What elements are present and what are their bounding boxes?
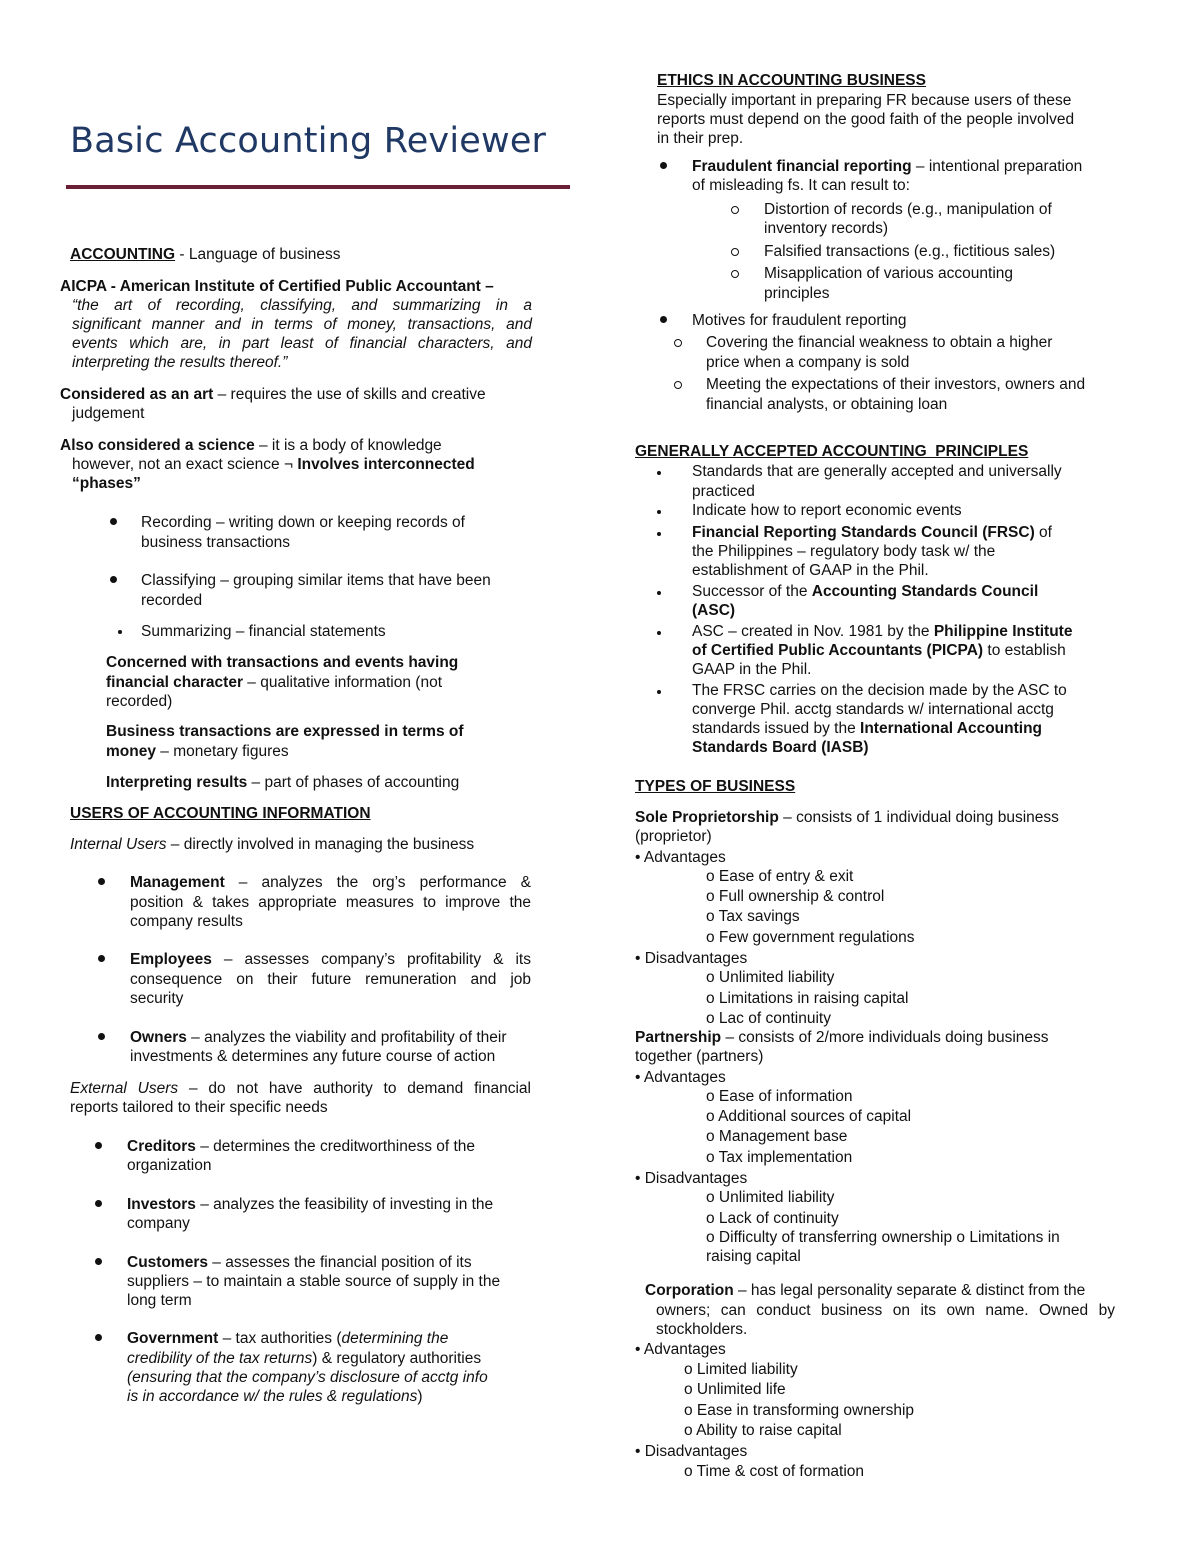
list-item-cont: financial analysts, or obtaining loan xyxy=(706,396,948,413)
disadvantages-label: • Disadvantages xyxy=(635,1170,748,1187)
list-item-cont: principles xyxy=(764,285,830,302)
list-item-cont: is in accordance w/ the rules & regulations) xyxy=(127,1388,423,1405)
sole-definition-cont: (proprietor) xyxy=(635,828,712,845)
list-item-cont: standards issued by the International Accounting xyxy=(692,720,1043,737)
list-item-cont: practiced xyxy=(692,483,755,500)
list-item: Distortion of records (e.g., manipulation of xyxy=(764,201,1052,218)
list-item-cont: Standards Board (IASB) xyxy=(692,739,869,756)
advantages-label: • Advantages xyxy=(635,1069,726,1086)
list-item: o Management base xyxy=(706,1128,848,1145)
bullet-icon xyxy=(660,316,667,323)
list-item: Recording – writing down or keeping records of xyxy=(141,514,465,531)
list-item: Employees – assesses company’s profitability & its xyxy=(130,951,531,968)
disadvantages-label: • Disadvantages xyxy=(635,1443,748,1460)
list-item: Meeting the expectations of their investors, owners and xyxy=(706,376,1086,393)
list-item-cont: price when a company is sold xyxy=(706,354,910,371)
list-item: Classifying – grouping similar items that have been xyxy=(141,572,491,589)
disadvantages-label: • Disadvantages xyxy=(635,950,748,967)
corporation-definition-cont: stockholders. xyxy=(656,1321,748,1338)
aicpa-quote-line: interpreting the results thereof.” xyxy=(72,354,288,371)
list-item: Creditors – determines the creditworthiness of the xyxy=(127,1138,476,1155)
science-definition: Also considered a science – it is a body of knowledge xyxy=(60,437,442,454)
list-item: o Limited liability xyxy=(684,1361,798,1378)
science-phases: “phases” xyxy=(72,475,141,492)
list-item-cont: long term xyxy=(127,1292,192,1309)
list-item-cont: organization xyxy=(127,1157,212,1174)
sole-definition: Sole Proprietorship – consists of 1 individual doing business xyxy=(635,809,1059,826)
aicpa-quote-line: significant manner and in terms of money, transactions, and xyxy=(72,316,532,333)
concerned-label: Concerned with transactions and events having xyxy=(106,654,459,671)
list-item-cont: raising capital xyxy=(706,1248,801,1265)
list-item: o Limitations in raising capital xyxy=(706,990,909,1007)
concerned-text: financial character – qualitative information (not xyxy=(106,674,443,691)
aicpa-quote-line: events which are, in part least of financial characters, and xyxy=(72,335,532,352)
partnership-definition: Partnership – consists of 2/more individuals doing business xyxy=(635,1029,1049,1046)
list-item: o Ease of entry & exit xyxy=(706,868,854,885)
list-item: ASC – created in Nov. 1981 by the Philippine Institute xyxy=(692,623,1073,640)
aicpa-quote-line: “the art of recording, classifying, and summarizing in a xyxy=(72,297,532,314)
circle-bullet-icon xyxy=(731,248,739,256)
circle-bullet-icon xyxy=(731,206,739,214)
bullet-icon xyxy=(657,510,661,514)
corporation-definition: Corporation – has legal personality separate & distinct from the xyxy=(645,1282,1086,1299)
list-item-cont: the Philippines – regulatory body task w/ the xyxy=(692,543,996,560)
ethics-heading: ETHICS IN ACCOUNTING BUSINESS xyxy=(657,72,926,89)
art-definition: Considered as an art – requires the use of skills and creative xyxy=(60,386,486,403)
list-item: o Unlimited liability xyxy=(706,1189,835,1206)
list-item: o Additional sources of capital xyxy=(706,1108,912,1125)
list-item: o Time & cost of formation xyxy=(684,1463,865,1480)
list-item-cont: credibility of the tax returns) & regulatory authorities xyxy=(127,1350,482,1367)
bullet-icon xyxy=(98,955,105,962)
list-item: o Ease of information xyxy=(706,1088,853,1105)
advantages-label: • Advantages xyxy=(635,1341,726,1358)
concerned-text-cont: recorded) xyxy=(106,693,173,710)
accounting-heading: ACCOUNTING xyxy=(70,246,176,263)
bullet-icon xyxy=(95,1200,102,1207)
list-item: Customers – assesses the financial position of its xyxy=(127,1254,472,1271)
interpreting-text: Interpreting results – part of phases of accounting xyxy=(106,774,460,791)
list-item: o Tax implementation xyxy=(706,1149,853,1166)
ethics-text: in their prep. xyxy=(657,130,744,147)
bullet-icon xyxy=(118,630,122,634)
bullet-icon xyxy=(657,690,661,694)
circle-bullet-icon xyxy=(674,339,682,347)
list-item: Investors – analyzes the feasibility of investing in the xyxy=(127,1196,494,1213)
list-item-cont: business transactions xyxy=(141,534,291,551)
circle-bullet-icon xyxy=(674,381,682,389)
list-item-cont: (ensuring that the company’s disclosure of acctg info xyxy=(127,1369,488,1386)
list-item: Motives for fraudulent reporting xyxy=(692,312,907,329)
aicpa-label: AICPA - American Institute of Certified Public Accountant – xyxy=(60,278,494,295)
list-item-cont: (ASC) xyxy=(692,602,736,619)
list-item: Financial Reporting Standards Council (FRSC) of xyxy=(692,524,1052,541)
ethics-text: reports must depend on the good faith of the people involved xyxy=(657,111,1075,128)
list-item-cont: investments & determines any future course of action xyxy=(130,1048,496,1065)
bullet-icon xyxy=(657,631,661,635)
list-item-cont: company xyxy=(127,1215,190,1232)
list-item: o Difficulty of transferring ownership o Limitations in xyxy=(706,1229,1060,1246)
list-item: o Ease in transforming ownership xyxy=(684,1402,915,1419)
bullet-icon xyxy=(657,471,661,475)
users-heading: USERS OF ACCOUNTING INFORMATION xyxy=(70,805,371,822)
list-item: Successor of the Accounting Standards Council xyxy=(692,583,1039,600)
list-item: Summarizing – financial statements xyxy=(141,623,386,640)
list-item: Covering the financial weakness to obtain a higher xyxy=(706,334,1053,351)
list-item: Owners – analyzes the viability and profitability of their xyxy=(130,1029,507,1046)
list-item: o Lac of continuity xyxy=(706,1010,831,1027)
list-item: o Full ownership & control xyxy=(706,888,885,905)
title-divider xyxy=(66,185,570,189)
business-text: money – monetary figures xyxy=(106,743,289,760)
bullet-icon xyxy=(657,532,661,536)
circle-bullet-icon xyxy=(731,270,739,278)
list-item-cont: consequence on their future remuneration and job xyxy=(130,971,531,988)
bullet-icon xyxy=(110,576,117,583)
list-item: Indicate how to report economic events xyxy=(692,502,962,519)
list-item-cont: position & takes appropriate measures to improve the xyxy=(130,894,531,911)
list-item: o Ability to raise capital xyxy=(684,1422,842,1439)
bullet-icon xyxy=(95,1142,102,1149)
list-item: Misapplication of various accounting xyxy=(764,265,1013,282)
page-title: Basic Accounting Reviewer xyxy=(70,121,547,161)
list-item-cont: suppliers – to maintain a stable source of supply in the xyxy=(127,1273,501,1290)
external-users-def: External Users – do not have authority to demand financial xyxy=(70,1080,531,1097)
list-item: Fraudulent financial reporting – intentional preparation xyxy=(692,158,1083,175)
list-item-cont: company results xyxy=(130,913,243,930)
corporation-definition-cont: owners; can conduct business on its own name. Owned by xyxy=(656,1302,1115,1319)
bullet-icon xyxy=(95,1258,102,1265)
list-item-cont: security xyxy=(130,990,184,1007)
list-item-cont: of Certified Public Accountants (PICPA) to establish xyxy=(692,642,1066,659)
bullet-icon xyxy=(657,591,661,595)
external-users-def-cont: reports tailored to their specific needs xyxy=(70,1099,328,1116)
list-item: Management – analyzes the org’s performance & xyxy=(130,874,531,891)
list-item: Standards that are generally accepted and universally xyxy=(692,463,1062,480)
bullet-icon xyxy=(110,518,117,525)
science-definition-cont: however, not an exact science ¬ Involves interconnected xyxy=(72,456,475,473)
list-item-cont: inventory records) xyxy=(764,220,889,237)
gaap-heading: GENERALLY ACCEPTED ACCOUNTING PRINCIPLES xyxy=(635,443,1029,460)
bullet-icon xyxy=(660,162,667,169)
list-item: The FRSC carries on the decision made by the ASC to xyxy=(692,682,1067,699)
list-item-cont: GAAP in the Phil. xyxy=(692,661,812,678)
list-item: o Unlimited liability xyxy=(706,969,835,986)
list-item-cont: recorded xyxy=(141,592,203,609)
list-item: o Few government regulations xyxy=(706,929,915,946)
list-item: Government – tax authorities (determining the xyxy=(127,1330,449,1347)
list-item: o Tax savings xyxy=(706,908,800,925)
list-item: o Unlimited life xyxy=(684,1381,786,1398)
list-item-cont: of misleading fs. It can result to: xyxy=(692,177,910,194)
ethics-text: Especially important in preparing FR because users of these xyxy=(657,92,1072,109)
bullet-icon xyxy=(95,1334,102,1341)
types-heading: TYPES OF BUSINESS xyxy=(635,778,796,795)
accounting-definition: ACCOUNTING - Language of business xyxy=(70,246,341,263)
list-item-cont: establishment of GAAP in the Phil. xyxy=(692,562,929,579)
list-item: Falsified transactions (e.g., fictitious sales) xyxy=(764,243,1056,260)
list-item: o Lack of continuity xyxy=(706,1210,839,1227)
partnership-definition-cont: together (partners) xyxy=(635,1048,764,1065)
list-item-cont: converge Phil. acctg standards w/ international acctg xyxy=(692,701,1054,718)
advantages-label: • Advantages xyxy=(635,849,726,866)
bullet-icon xyxy=(98,878,105,885)
bullet-icon xyxy=(98,1033,105,1040)
internal-users-def: Internal Users – directly involved in managing the business xyxy=(70,836,475,853)
business-label: Business transactions are expressed in terms of xyxy=(106,723,464,740)
art-definition-cont: judgement xyxy=(72,405,145,422)
